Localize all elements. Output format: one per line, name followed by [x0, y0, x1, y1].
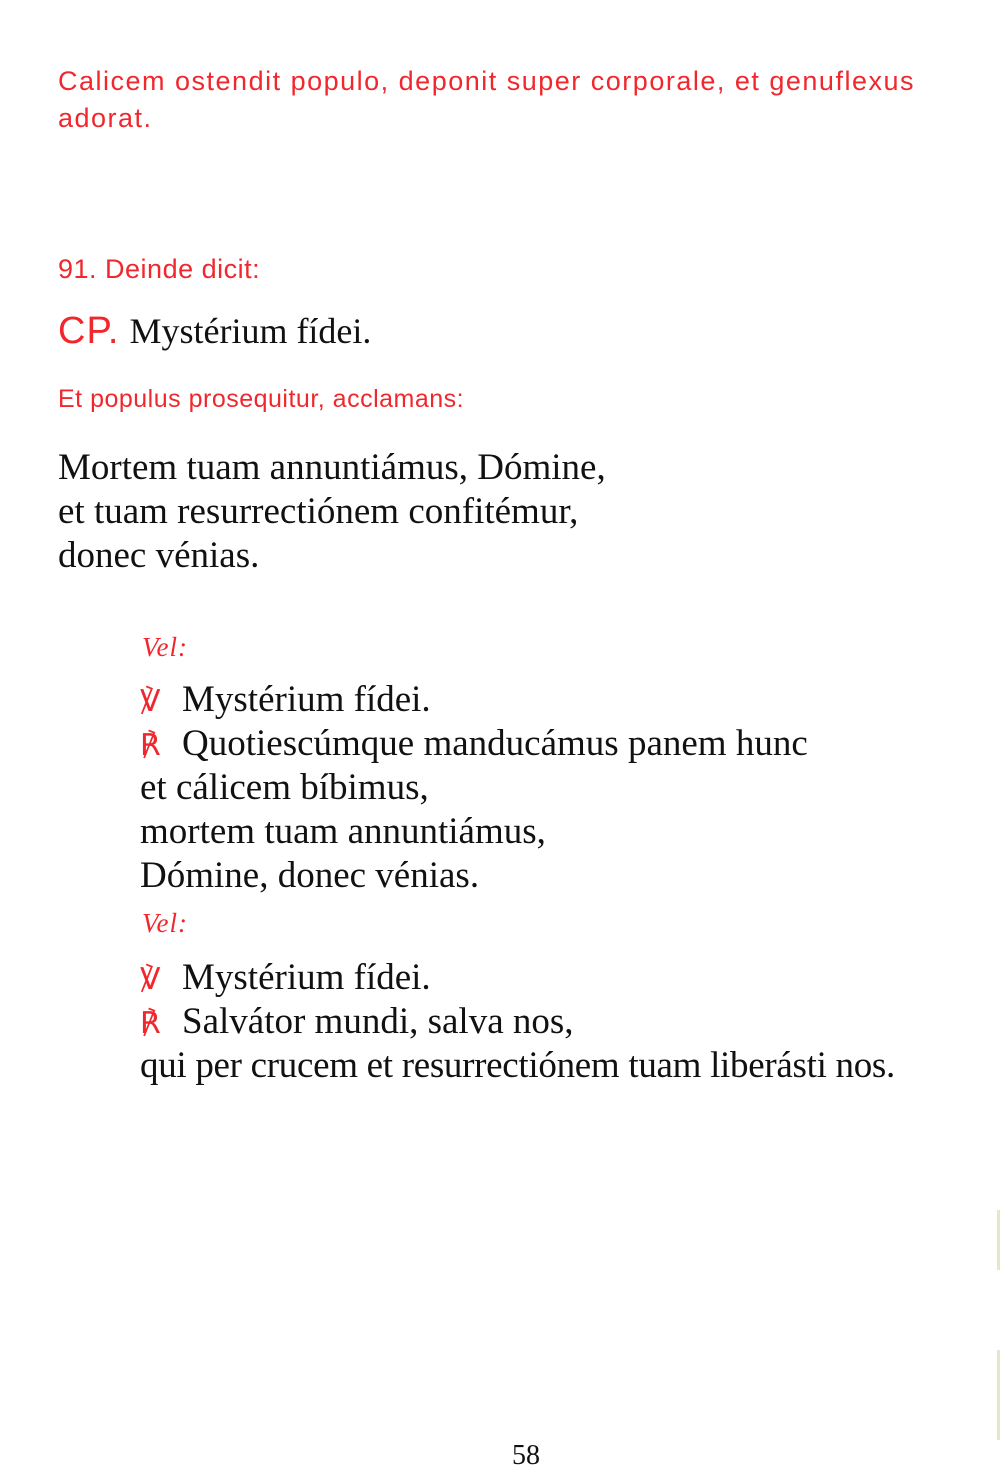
alt1-response-line-2: et cálicem bíbimus, — [140, 767, 429, 808]
acclamation-line-3: donec vénias. — [58, 535, 260, 576]
cp-label: CP. — [58, 310, 120, 352]
alt1-response-line-4: Dómine, donec vénias. — [140, 855, 480, 896]
response-symbol-icon: ℟ — [140, 728, 161, 763]
versicle-symbol-icon: ℣ — [140, 962, 161, 997]
vel-label-2: Vel: — [142, 908, 188, 938]
alt2-versicle — [140, 956, 431, 999]
intro-rubric-line-1: Calicem ostendit populo, deponit super corporale, et genuflexus — [58, 66, 915, 96]
acclamation-line-2: et tuam resurrectiónem confitémur, — [58, 491, 579, 532]
alt1-response-line-3: mortem tuam annuntiámus, — [140, 811, 546, 852]
vel-label-1: Vel: — [142, 632, 188, 662]
alt1-response — [140, 722, 808, 765]
section-heading: 91. Deinde dicit: — [58, 254, 261, 284]
alt2-response — [140, 1000, 574, 1043]
acclamation-line-1: Mortem tuam annuntiámus, Dómine, — [58, 447, 606, 488]
versicle-symbol-icon: ℣ — [140, 684, 161, 719]
alt1-response-line-1: Quotiescúmque manducámus panem hunc — [182, 723, 808, 764]
page-number: 58 — [512, 1440, 540, 1471]
response-symbol-icon: ℟ — [140, 1006, 161, 1041]
alt2-response-line-2: qui per crucem et resurrectiónem tuam liberásti nos. — [140, 1045, 895, 1086]
alt1-versicle-text: Mystérium fídei. — [182, 679, 431, 720]
cp-text: Mystérium fídei. — [129, 311, 372, 351]
people-rubric: Et populus prosequitur, acclamans: — [58, 385, 465, 413]
alt1-versicle — [140, 678, 431, 721]
alt2-versicle-text: Mystérium fídei. — [182, 957, 431, 998]
alt2-response-line-1: Salvátor mundi, salva nos, — [182, 1001, 574, 1042]
intro-rubric-line-2: adorat. — [58, 103, 153, 133]
cp-line — [58, 310, 371, 353]
